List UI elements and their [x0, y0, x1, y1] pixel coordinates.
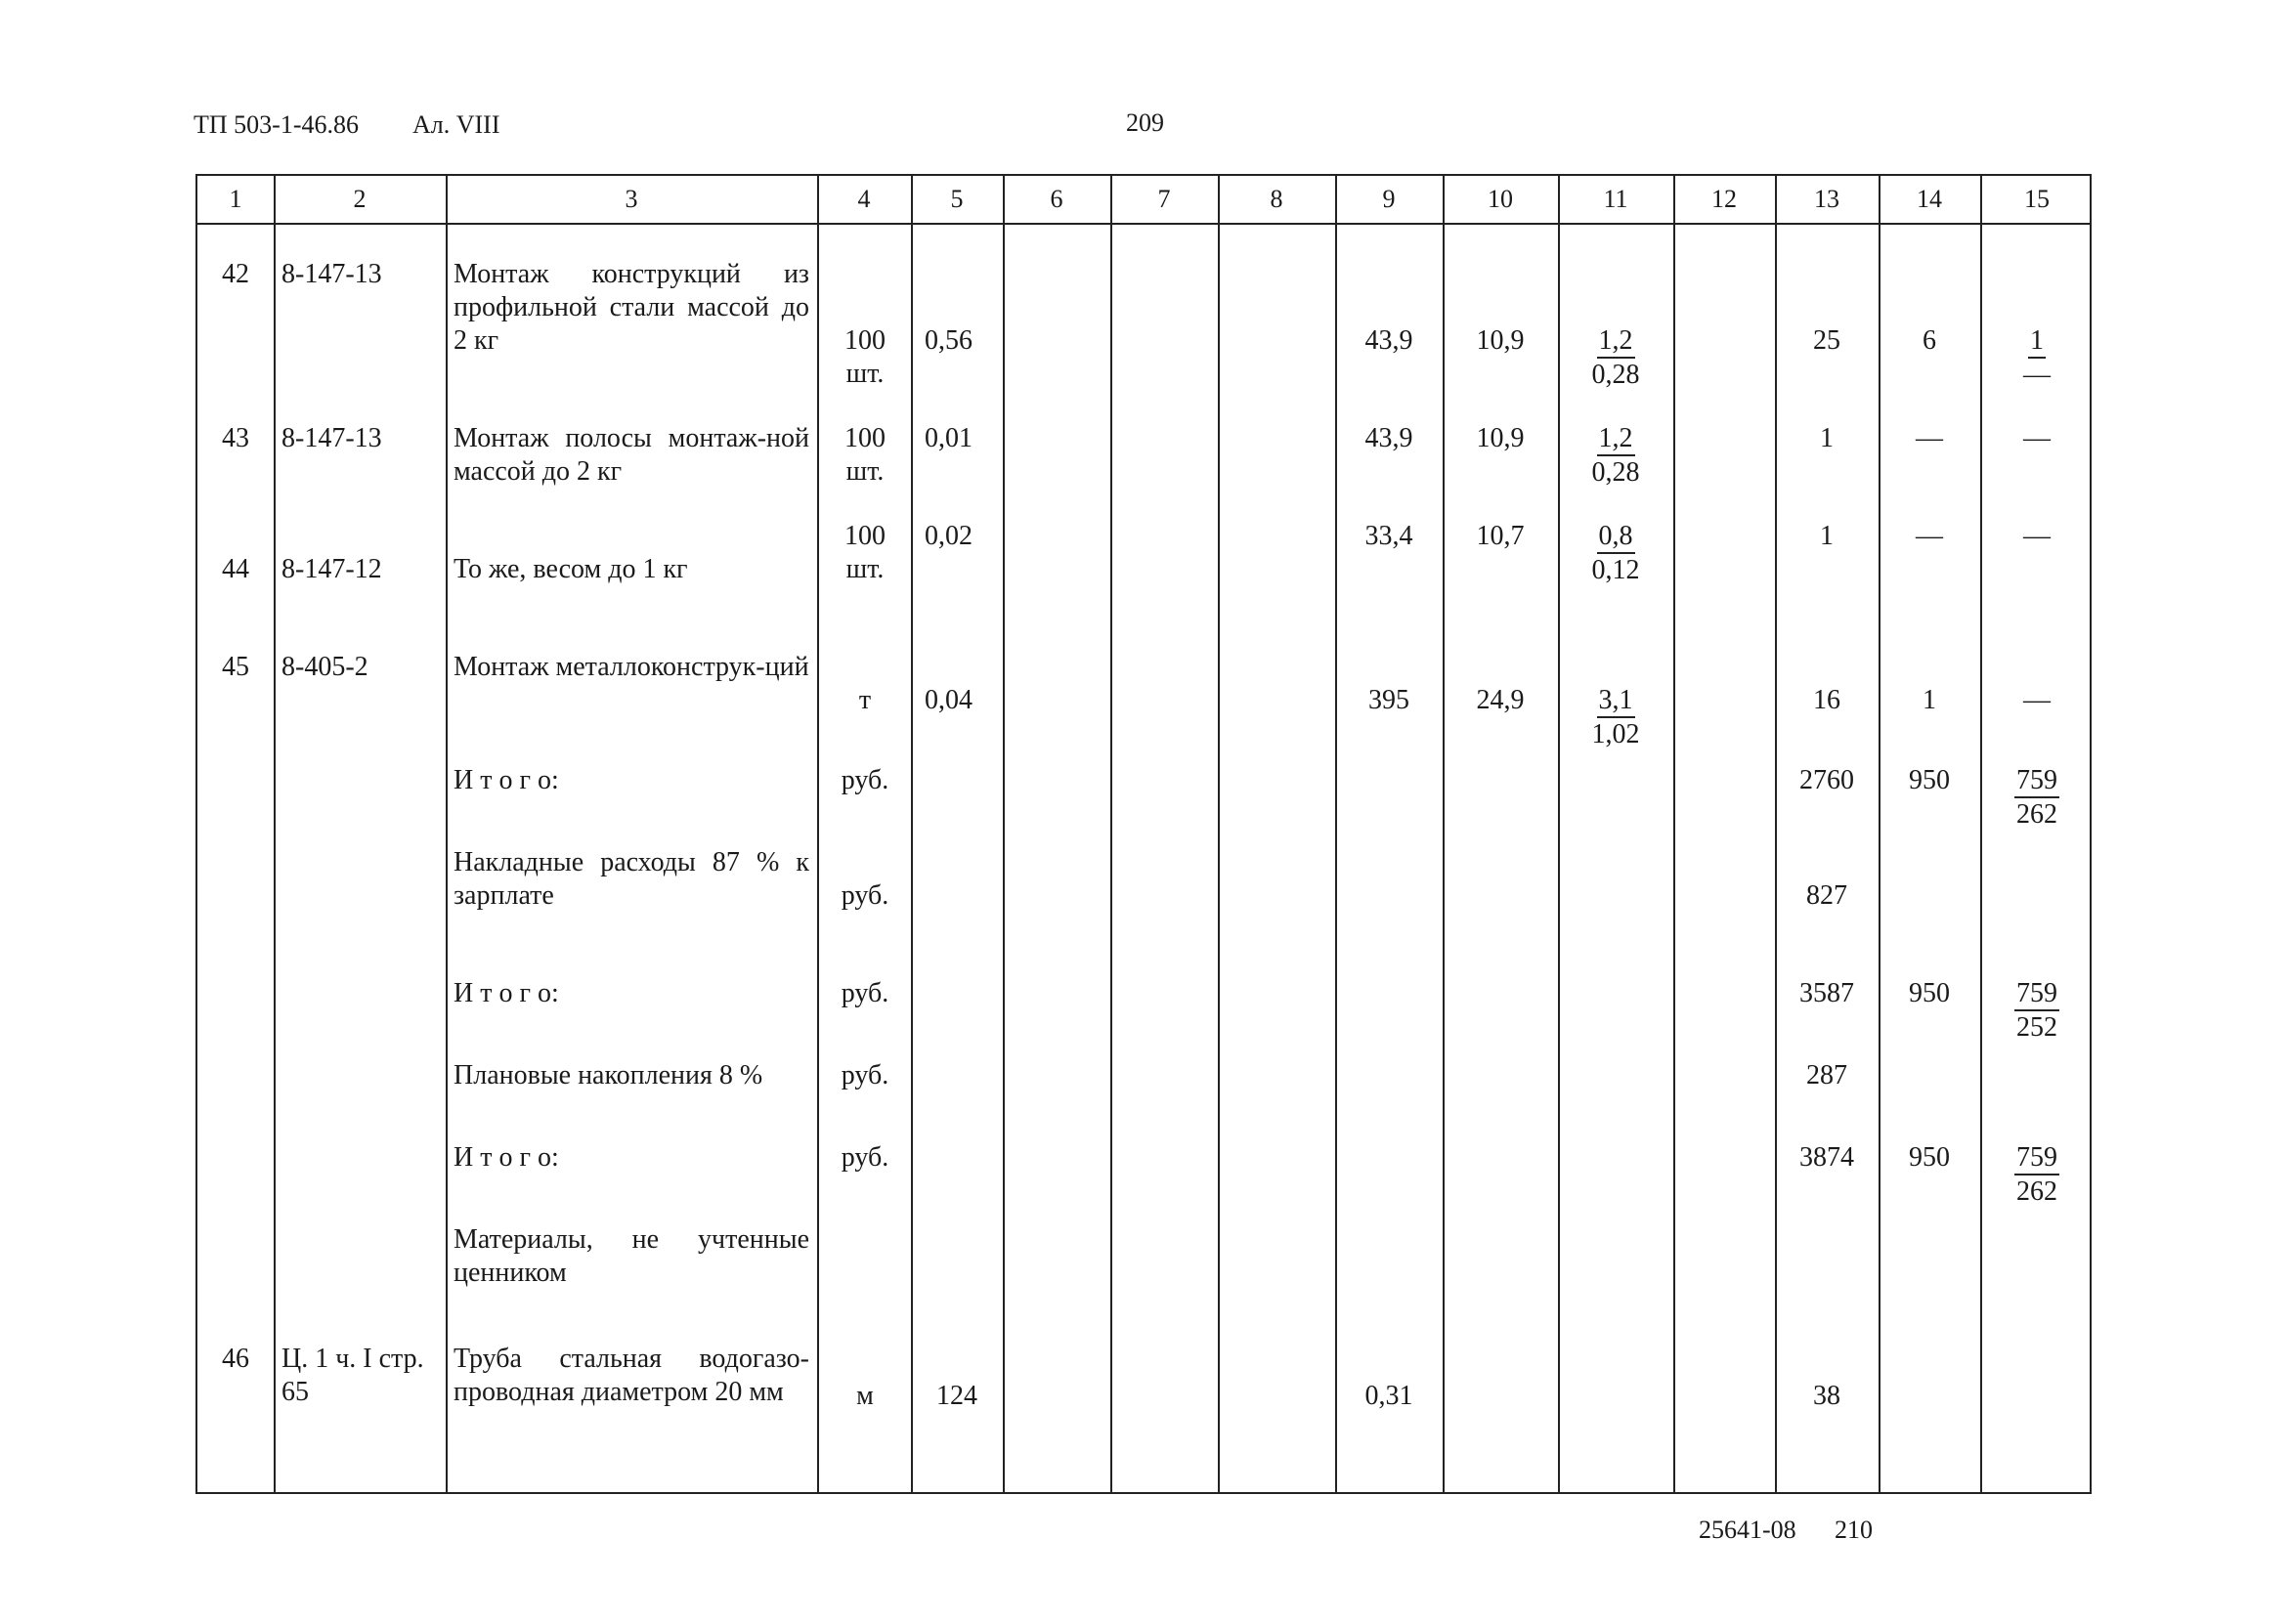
column-divider: [1879, 176, 1880, 1492]
unit: 100 шт.: [844, 423, 886, 487]
estimate-table: [195, 174, 2092, 1494]
fraction-numerator: 0,8: [1597, 520, 1635, 554]
work-description: Монтаж полосы монтаж-ной массой до 2 кг: [454, 423, 809, 487]
page-number: 209: [1126, 108, 1164, 137]
unit: руб.: [841, 765, 889, 795]
quantity: 0,02: [925, 521, 973, 551]
column-divider: [1110, 176, 1112, 1492]
price-code: 8-405-2: [281, 652, 368, 682]
column-header-3: 3: [625, 185, 638, 213]
cell-col10: 10,9: [1476, 423, 1525, 453]
summary-label: И т о г о:: [454, 765, 559, 795]
column-header-15: 15: [2024, 185, 2050, 213]
cell-col13: 3587: [1799, 978, 1854, 1008]
fraction-denominator: 0,28: [1591, 457, 1640, 488]
cell-col11-fraction: [1558, 520, 1673, 586]
column-divider: [911, 176, 913, 1492]
work-description: Монтаж металлоконструк-ций: [454, 652, 809, 682]
fraction-denominator: 262: [2016, 1176, 2057, 1207]
fraction-numerator: 1,2: [1597, 422, 1635, 456]
work-description: То же, весом до 1 кг: [454, 554, 688, 584]
cell-col13: 827: [1806, 880, 1847, 911]
row-number: 46: [222, 1344, 249, 1374]
document-code: ТП 503-1-46.86: [194, 110, 359, 139]
overhead-label: Накладные расходы 87 % к зарплате: [454, 847, 809, 911]
unit: м: [856, 1381, 874, 1411]
unit: руб.: [841, 1060, 889, 1090]
cell-col11-fraction: [1558, 324, 1673, 391]
cell-col15: —: [2023, 521, 2051, 551]
quantity: 0,01: [925, 423, 973, 453]
quantity: 124: [936, 1381, 977, 1411]
fraction-denominator: 252: [2016, 1012, 2057, 1043]
cell-col13: 16: [1813, 685, 1840, 715]
column-divider: [1443, 176, 1445, 1492]
planned-savings-label: Плановые накопления 8 %: [454, 1060, 763, 1090]
row-number: 45: [222, 652, 249, 682]
cell-col9: 395: [1368, 685, 1409, 715]
price-code: Ц. 1 ч. I стр. 65: [281, 1344, 424, 1407]
fraction-numerator: 3,1: [1597, 684, 1635, 718]
column-header-11: 11: [1603, 185, 1628, 213]
cell-col11-fraction: [1558, 422, 1673, 489]
cell-col13: 25: [1813, 325, 1840, 356]
column-divider: [1775, 176, 1777, 1492]
column-header-10: 10: [1488, 185, 1513, 213]
fraction-numerator: 759: [2014, 764, 2059, 798]
quantity: 0,56: [925, 325, 973, 356]
unit: руб.: [841, 978, 889, 1008]
quantity: 0,04: [925, 685, 973, 715]
fraction-denominator: 0,28: [1591, 360, 1640, 390]
row-number: 43: [222, 423, 249, 453]
cell-col13: 3874: [1799, 1142, 1854, 1173]
cell-col9: 0,31: [1364, 1381, 1413, 1411]
column-divider: [1673, 176, 1675, 1492]
cell-col14: 950: [1909, 978, 1950, 1008]
cell-col9: 43,9: [1364, 423, 1413, 453]
cell-col10: 10,9: [1476, 325, 1525, 356]
column-divider: [817, 176, 819, 1492]
fraction-numerator: 1,2: [1597, 324, 1635, 359]
cell-col10: 24,9: [1476, 685, 1525, 715]
column-header-14: 14: [1917, 185, 1942, 213]
cell-col15-fraction: [1980, 764, 2094, 831]
column-header-6: 6: [1050, 185, 1063, 213]
unit: руб.: [841, 880, 889, 911]
cell-col15: —: [2023, 685, 2051, 715]
row-number: 44: [222, 554, 249, 584]
column-divider: [274, 176, 276, 1492]
column-divider: [1218, 176, 1220, 1492]
column-header-7: 7: [1157, 185, 1171, 213]
column-header-5: 5: [950, 185, 964, 213]
materials-section-label: Материалы, не учтенные ценником: [454, 1224, 809, 1288]
column-header-2: 2: [353, 185, 367, 213]
column-header-1: 1: [229, 185, 242, 213]
cell-col13: 1: [1820, 423, 1834, 453]
column-header-9: 9: [1382, 185, 1396, 213]
cell-col13: 287: [1806, 1060, 1847, 1090]
cell-col11-fraction: [1558, 684, 1673, 750]
fraction-denominator: —: [2023, 360, 2051, 390]
footer-page-number: 210: [1835, 1516, 1873, 1544]
fraction-denominator: 0,12: [1591, 555, 1640, 585]
unit: 100 шт.: [844, 521, 886, 584]
price-code: 8-147-13: [281, 259, 382, 289]
cell-col13: 1: [1820, 521, 1834, 551]
column-divider: [1003, 176, 1005, 1492]
price-code: 8-147-13: [281, 423, 382, 453]
unit: 100 шт.: [844, 325, 886, 389]
cell-col15-fraction: [1980, 324, 2094, 391]
column-header-12: 12: [1711, 185, 1737, 213]
footer-document-code: 25641-08: [1699, 1516, 1796, 1544]
cell-col9: 43,9: [1364, 325, 1413, 356]
fraction-denominator: 1,02: [1591, 719, 1640, 749]
cell-col14: 950: [1909, 765, 1950, 795]
price-code: 8-147-12: [281, 554, 382, 584]
cell-col14: —: [1916, 423, 1943, 453]
cell-col14: —: [1916, 521, 1943, 551]
unit: т: [858, 685, 872, 715]
cell-col13: 38: [1813, 1381, 1840, 1411]
column-header-4: 4: [857, 185, 871, 213]
column-divider: [1335, 176, 1337, 1492]
cell-col10: 10,7: [1476, 521, 1525, 551]
summary-label: И т о г о:: [454, 978, 559, 1008]
fraction-numerator: 759: [2014, 977, 2059, 1011]
cell-col15-fraction: [1980, 977, 2094, 1044]
cell-col13: 2760: [1799, 765, 1854, 795]
album-number: Ал. VIII: [412, 110, 500, 139]
work-description: Труба стальная водогазо-проводная диаметром 20 мм: [454, 1344, 809, 1407]
cell-col9: 33,4: [1364, 521, 1413, 551]
summary-label: И т о г о:: [454, 1142, 559, 1173]
fraction-numerator: 1: [2028, 324, 2046, 359]
column-header-13: 13: [1814, 185, 1839, 213]
row-number: 42: [222, 259, 249, 289]
cell-col14: 6: [1923, 325, 1936, 356]
column-header-8: 8: [1270, 185, 1283, 213]
cell-col15-fraction: [1980, 1141, 2094, 1208]
unit: руб.: [841, 1142, 889, 1173]
column-divider: [446, 176, 448, 1492]
cell-col14: 950: [1909, 1142, 1950, 1173]
fraction-denominator: 262: [2016, 799, 2057, 830]
fraction-numerator: 759: [2014, 1141, 2059, 1175]
header-divider: [197, 223, 2090, 225]
work-description: Монтаж конструкций из профильной стали массой до 2 кг: [454, 259, 809, 356]
cell-col15: —: [2023, 423, 2051, 453]
cell-col14: 1: [1923, 685, 1936, 715]
